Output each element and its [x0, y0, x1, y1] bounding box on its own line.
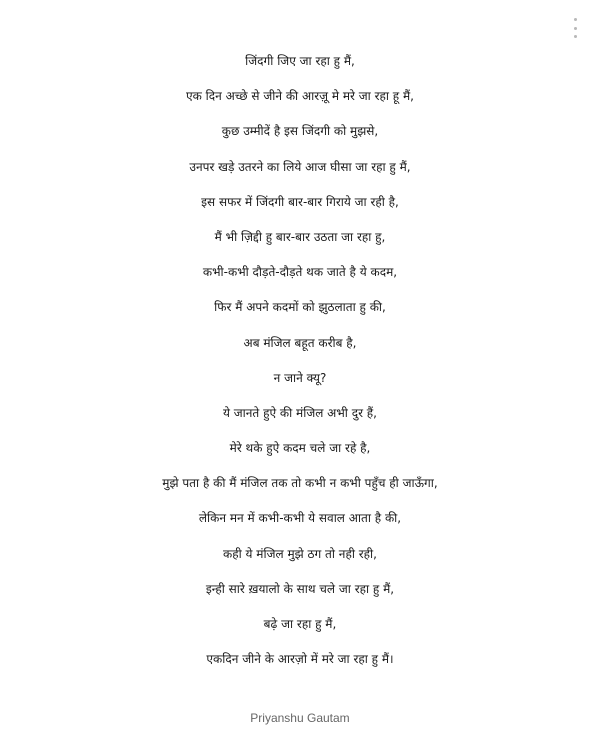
- poem-line: फिर मैं अपने कदमों को झुठलाता हु की,: [214, 300, 386, 315]
- poem-line: एकदिन जीने के आरज़ो में मरे जा रहा हु मैं।: [206, 652, 394, 667]
- kebab-dot: [574, 27, 577, 30]
- poem-line: इन्ही सारे ख़यालो के साथ चले जा रहा हु मैं,: [205, 581, 395, 596]
- poem-text: [0, 44, 600, 677]
- poem-line: कही ये मंजिल मुझे ठग तो नही रही,: [223, 546, 377, 561]
- kebab-dot: [574, 18, 577, 21]
- poem-line: न जाने क्यू?: [273, 370, 327, 385]
- poem-line: इस सफर में जिंदगी बार-बार गिराये जा रही है,: [201, 194, 399, 209]
- author-name: Priyanshu Gautam: [250, 711, 350, 725]
- kebab-dot: [574, 35, 577, 38]
- poem-line: कुछ उम्मीदें है इस जिंदगी को मुझसे,: [221, 124, 379, 139]
- poem-line: बढ़े जा रहा हु मैं,: [263, 617, 337, 631]
- poem-line: कभी-कभी दौड़ते-दौड़ते थक जाते है ये कदम,: [202, 265, 398, 280]
- poem-line: ये जानते हुऐ की मंजिल अभी दुर हैं,: [222, 405, 377, 420]
- poem-line: मेरे थके हुऐ कदम चले जा रहे है,: [229, 441, 371, 456]
- poem-line: मैं भी ज़िद्दी हु बार-बार उठता जा रहा हु,: [214, 229, 386, 244]
- poem-line: जिंदगी जिए जा रहा हु मैं,: [245, 54, 355, 68]
- poem-line: उनपर खड़े उतरने का लिये आज घीसा जा रहा हु मैं,: [189, 159, 411, 174]
- poem-line: मुझे पता है की मैं मंजिल तक तो कभी न कभी पहुँच ही जाऊँगा,: [162, 476, 438, 491]
- poem-line: एक दिन अच्छे से जीने की आरज़ू मे मरे जा रहा हू मैं,: [186, 89, 414, 104]
- poem-line: लेकिन मन में कभी-कभी ये सवाल आता है की,: [198, 511, 402, 526]
- more-options-icon[interactable]: [572, 18, 578, 38]
- poem-line: अब मंजिल बहूत करीब है,: [243, 335, 357, 350]
